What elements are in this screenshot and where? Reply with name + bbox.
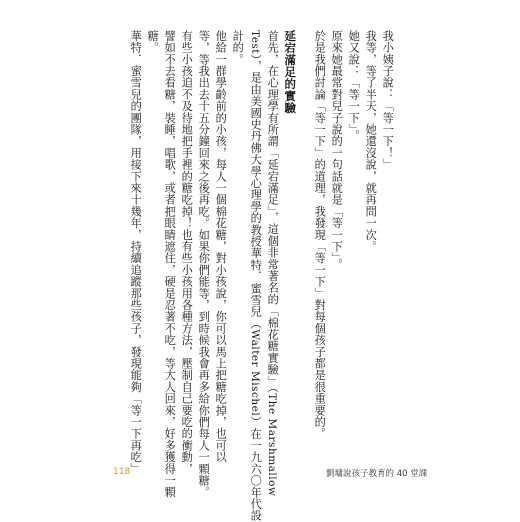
text-segment: ）在一九六〇年代設 — [249, 416, 263, 522]
vertical-text-column: 他給一群學齡前的小孩，每人一個棉花糖，對小孩說，你可以馬上把糖吃掉，也可以 — [214, 30, 228, 463]
vertical-text-column: 譬如不去看糖，裝睡，唱歌，或者把眼睛遮住，硬是忍著不吃，等大人回來，好多獲得一顆 — [163, 30, 177, 498]
vertical-text-column: 計的。 — [231, 30, 245, 66]
vertical-text-column — [249, 30, 261, 522]
text-segment: 首先，在心理學有所謂「延宕滿足」，這個非常著名的「棉花糖實驗」（ — [266, 30, 280, 394]
vertical-text-column — [266, 30, 278, 496]
vertical-text-column: 有些小孩迫不及待地把手裡的糖吃掉！也有些小孩用各種方法，壓制自己要吃的衝動， — [180, 30, 194, 475]
vertical-text-column: 我等，等了半天，她還沒說，就再問一次。 — [364, 30, 378, 253]
latin-text-segment: Test — [249, 30, 262, 55]
latin-text-segment: The Marshmallow — [266, 393, 279, 497]
vertical-text-column: 於是我們討論「等一下」的道理，我發現「等一下」對每個孩子都是很重要的。 — [313, 30, 327, 440]
vertical-text-column: 等，等我出去十五分鐘回來之後再吃。如果你們能等，到時候我會再多給你們每人一顆糖。 — [197, 30, 211, 498]
page-number: 118 — [113, 467, 131, 477]
vertical-text-column: 她又說：「等一下」。 — [347, 30, 361, 142]
section-heading: 延宕滿足的實驗 — [283, 30, 298, 114]
book-title: 劉墉說孩子教育的 40 堂課 — [326, 469, 428, 479]
vertical-text-column: 糖。 — [146, 30, 160, 54]
vertical-text-column: 華特．蜜雪兒的團隊，用接下來十幾年，持續追蹤那些孩子，發現能夠「等一下再吃」 — [129, 30, 143, 475]
vertical-text-column: 原來她最常對兒子說的一句話就是「等一下」。 — [330, 30, 344, 271]
latin-text-segment: Walter Mischel — [249, 329, 262, 417]
text-segment: ），是由美國史丹佛大學心理學的教授華特．蜜雪兒（ — [249, 54, 263, 330]
vertical-text-column: 我小姨子說：「等一下！」 — [381, 30, 395, 171]
